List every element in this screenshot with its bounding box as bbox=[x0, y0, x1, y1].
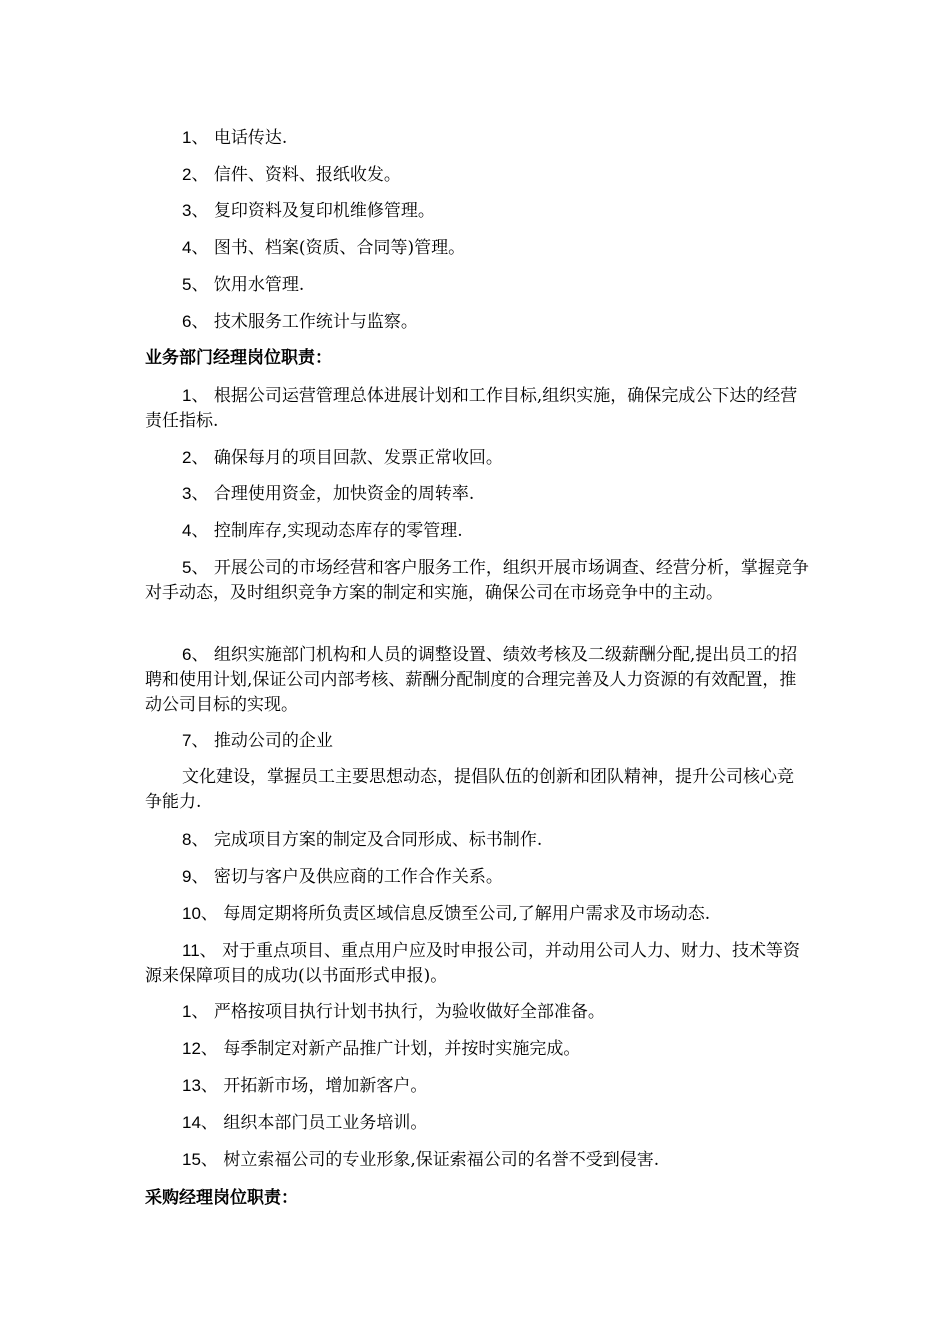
list-item bbox=[145, 162, 810, 188]
item-text: 电话传达. bbox=[213, 128, 288, 148]
item-text: 组织本部门员工业务培训。 bbox=[223, 1113, 428, 1133]
list-item bbox=[145, 999, 810, 1025]
item-text: 组织实施部门机构和人员的调整设置、绩效考核及二级薪酬分配,提出员工的招聘和使用计划,保证公司内部考核、薪酬分配制度的合理完善及人力资源的有效配置，推动公司目标的实现。 bbox=[145, 645, 798, 715]
item-number: 2、 bbox=[182, 448, 209, 467]
item-number: 15、 bbox=[182, 1150, 218, 1169]
item-number: 11、 bbox=[182, 941, 217, 960]
item-number: 5、 bbox=[182, 558, 209, 577]
item-number: 9、 bbox=[182, 867, 209, 886]
list-item bbox=[145, 309, 810, 335]
list-item bbox=[145, 198, 810, 224]
item-text: 密切与客户及供应商的工作合作关系。 bbox=[213, 867, 503, 887]
item-text: 技术服务工作统计与监察。 bbox=[213, 312, 418, 332]
item-number: 8、 bbox=[182, 830, 209, 849]
list-item bbox=[145, 938, 810, 989]
item-text: 合理使用资金，加快资金的周转率. bbox=[213, 484, 475, 504]
item-text: 对于重点项目、重点用户应及时申报公司，并动用公司人力、财力、技术等资源来保障项目的成功(以书面形式申报)。 bbox=[145, 941, 801, 986]
item-text: 饮用水管理. bbox=[213, 275, 305, 295]
list-item bbox=[145, 1036, 810, 1062]
list-item bbox=[145, 1147, 810, 1173]
list-item bbox=[145, 272, 810, 298]
list-item bbox=[145, 827, 810, 853]
item-number: 1、 bbox=[182, 128, 209, 147]
list-item bbox=[145, 901, 810, 927]
list-item bbox=[145, 445, 810, 471]
item-number: 3、 bbox=[182, 201, 209, 220]
item-number: 4、 bbox=[182, 521, 209, 540]
item-number: 12、 bbox=[182, 1039, 218, 1058]
section-heading-purchase: 采购经理岗位职责： bbox=[145, 1188, 298, 1208]
list-item bbox=[145, 1110, 810, 1136]
item-text: 文化建设，掌握员工主要思想动态，提倡队伍的创新和团队精神，提升公司核心竞争能力. bbox=[145, 767, 794, 812]
list-item-continuation bbox=[145, 765, 810, 815]
list-item bbox=[145, 864, 810, 890]
item-number: 3、 bbox=[182, 484, 209, 503]
list-item bbox=[145, 235, 810, 261]
section-heading-business: 业务部门经理岗位职责： bbox=[145, 348, 332, 368]
item-text: 图书、档案(资质、合同等)管理。 bbox=[213, 238, 466, 258]
list-item bbox=[145, 1073, 810, 1099]
item-number: 1、 bbox=[182, 1002, 209, 1021]
item-text: 根据公司运营管理总体进展计划和工作目标,组织实施，确保完成公下达的经营责任指标. bbox=[145, 386, 798, 431]
item-text: 确保每月的项目回款、发票正常收回。 bbox=[213, 448, 503, 468]
item-number: 10、 bbox=[182, 904, 218, 923]
item-text: 每周定期将所负责区域信息反馈至公司,了解用户需求及市场动态. bbox=[223, 904, 711, 924]
item-text: 信件、资料、报纸收发。 bbox=[213, 165, 401, 185]
item-number: 7、 bbox=[182, 731, 209, 750]
item-text: 推动公司的企业 bbox=[213, 731, 333, 751]
list-item bbox=[145, 555, 810, 606]
item-text: 开拓新市场，增加新客户。 bbox=[223, 1076, 428, 1096]
item-number: 4、 bbox=[182, 238, 209, 257]
item-number: 2、 bbox=[182, 165, 209, 184]
item-number: 6、 bbox=[182, 645, 209, 664]
item-text: 树立索福公司的专业形象,保证索福公司的名誉不受到侵害. bbox=[223, 1150, 660, 1170]
item-number: 1、 bbox=[182, 386, 209, 405]
list-item bbox=[145, 125, 810, 151]
list-item bbox=[145, 642, 810, 718]
item-number: 13、 bbox=[182, 1076, 218, 1095]
item-number: 14、 bbox=[182, 1113, 218, 1132]
list-item bbox=[145, 383, 810, 434]
item-text: 完成项目方案的制定及合同形成、标书制作. bbox=[213, 830, 543, 850]
item-text: 严格按项目执行计划书执行，为验收做好全部准备。 bbox=[213, 1002, 605, 1022]
list-item bbox=[145, 728, 810, 754]
list-item bbox=[145, 518, 810, 544]
item-text: 每季制定对新产品推广计划，并按时实施完成。 bbox=[223, 1039, 581, 1059]
item-number: 5、 bbox=[182, 275, 209, 294]
item-text: 控制库存,实现动态库存的零管理. bbox=[213, 521, 463, 541]
item-text: 复印资料及复印机维修管理。 bbox=[213, 201, 435, 221]
item-text: 开展公司的市场经营和客户服务工作，组织开展市场调查、经营分析，掌握竞争对手动态，及时组织竞争方案的制定和实施，确保公司在市场竞争中的主动。 bbox=[145, 558, 809, 603]
item-number: 6、 bbox=[182, 312, 209, 331]
list-item bbox=[145, 481, 810, 507]
